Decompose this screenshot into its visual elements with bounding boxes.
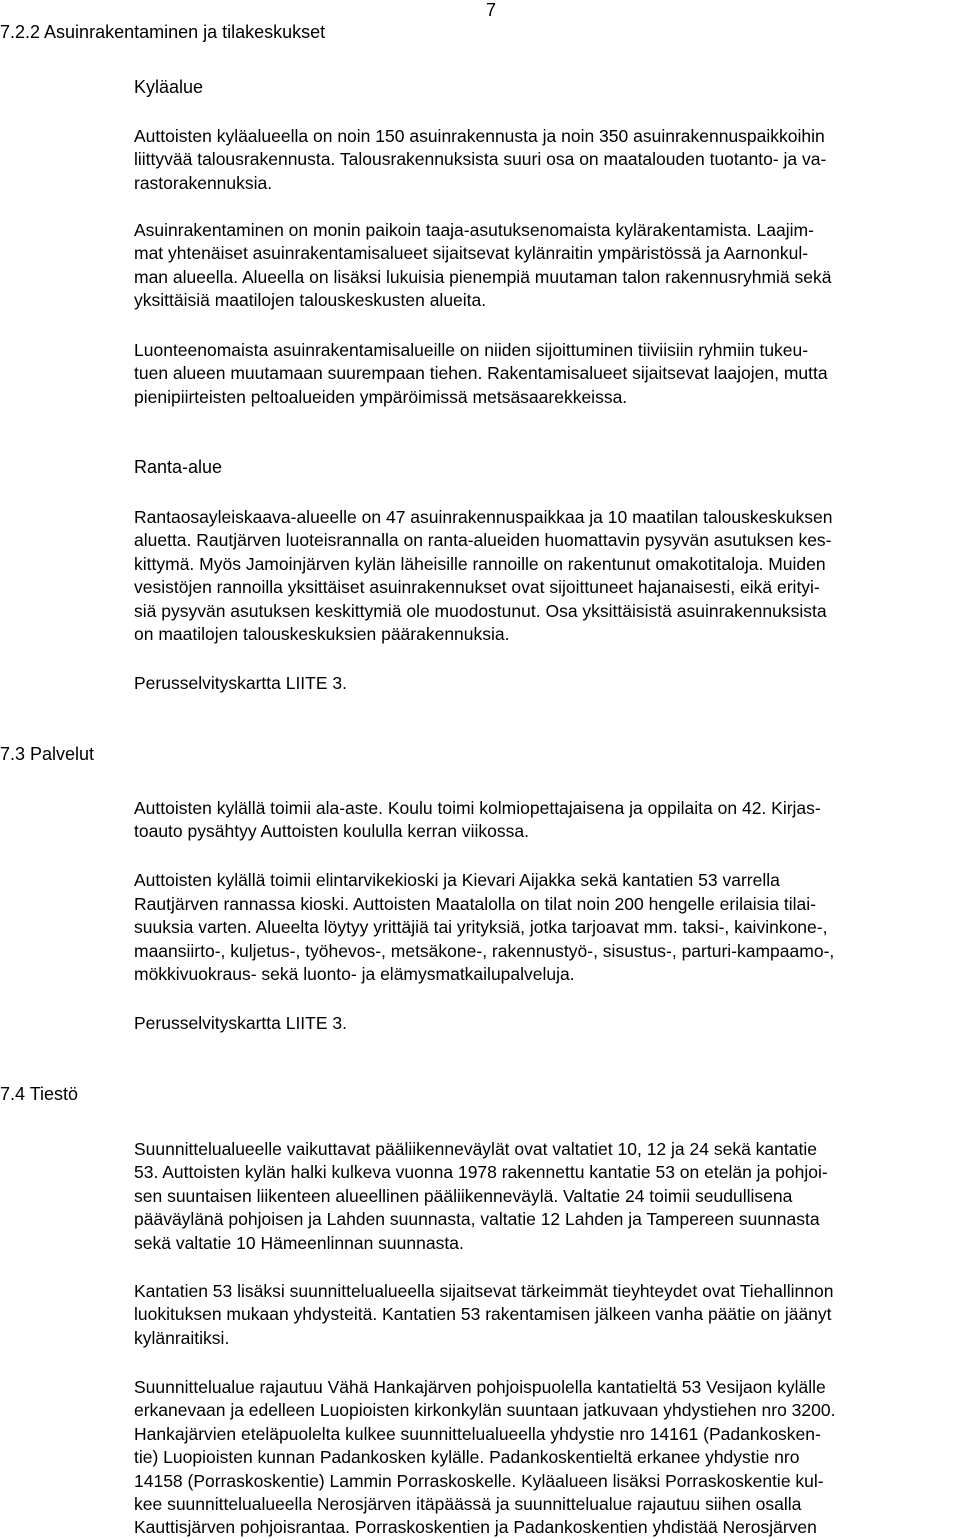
subheading-kylaalue: Kyläalue <box>134 77 204 97</box>
subheading-ranta-alue: Ranta-alue <box>134 457 223 477</box>
section-heading-7-4: 7.4 Tiestö <box>0 1084 79 1104</box>
page-number: 7 <box>486 0 497 20</box>
map-reference-ranta: Perusselvityskartta LIITE 3. <box>134 673 347 693</box>
section-heading-7-3: 7.3 Palvelut <box>0 744 95 764</box>
section-heading-7-2-2: 7.2.2 Asuinrakentaminen ja tilakeskukset <box>0 22 326 42</box>
map-reference-palvelut: Perusselvityskartta LIITE 3. <box>134 1013 347 1033</box>
